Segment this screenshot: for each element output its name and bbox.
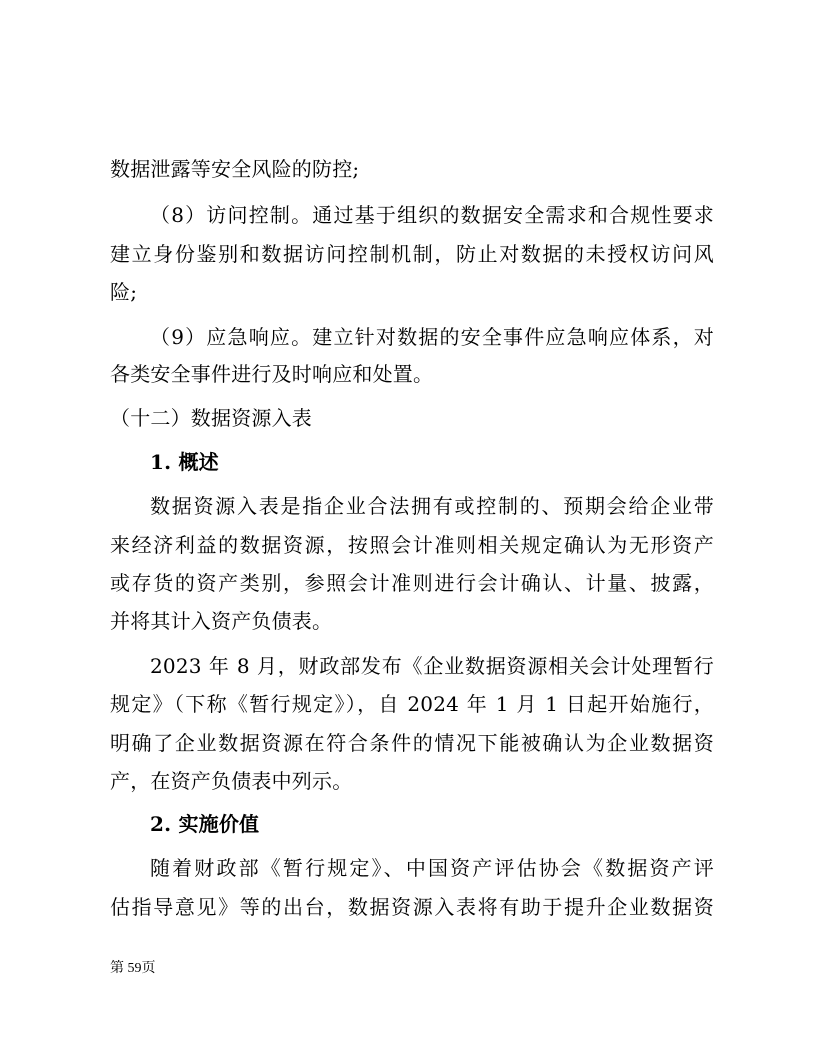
paragraph-line: 建立身份鉴别和数据访问控制机制，防止对数据的未授权访问风 bbox=[110, 242, 714, 266]
paragraph-line: 险; bbox=[110, 280, 138, 304]
section-heading: （十二）数据资源入表 bbox=[110, 406, 312, 430]
paragraph-line: 并将其计入资产负债表。 bbox=[110, 609, 333, 633]
paragraph-line: 各类安全事件进行及时响应和处置。 bbox=[110, 362, 434, 386]
paragraph-line: 2023 年 8 月，财政部发布《企业数据资源相关会计处理暂行 bbox=[150, 654, 714, 678]
paragraph-line: 随着财政部《暂行规定》、中国资产评估协会《数据资产评 bbox=[150, 856, 714, 880]
paragraph-line: 或存货的资产类别，参照会计准则进行会计确认、计量、披露， bbox=[110, 571, 714, 595]
paragraph-line: 明确了企业数据资源在符合条件的情况下能被确认为企业数据资 bbox=[110, 731, 714, 755]
paragraph-line: 数据资源入表是指企业合法拥有或控制的、预期会给企业带 bbox=[150, 494, 714, 518]
paragraph-line: 规定》（下称《暂行规定》），自 2024 年 1 月 1 日起开始施行， bbox=[110, 692, 714, 716]
paragraph-line: 数据泄露等安全风险的防控; bbox=[110, 157, 360, 181]
paragraph-line: 来经济利益的数据资源，按照会计准则相关规定确认为无形资产 bbox=[110, 533, 714, 557]
paragraph-line: 估指导意见》等的出台，数据资源入表将有助于提升企业数据资 bbox=[110, 895, 714, 919]
paragraph-line: （8）访问控制。通过基于组织的数据安全需求和合规性要求 bbox=[150, 203, 714, 227]
paragraph-line: （9）应急响应。建立针对数据的安全事件应急响应体系，对 bbox=[150, 325, 714, 349]
page-number: 第 59页 bbox=[110, 961, 156, 976]
paragraph-line: 产，在资产负债表中列示。 bbox=[110, 769, 353, 793]
subsection-heading: 2. 实施价值 bbox=[150, 812, 260, 836]
subsection-heading: 1. 概述 bbox=[150, 450, 219, 474]
